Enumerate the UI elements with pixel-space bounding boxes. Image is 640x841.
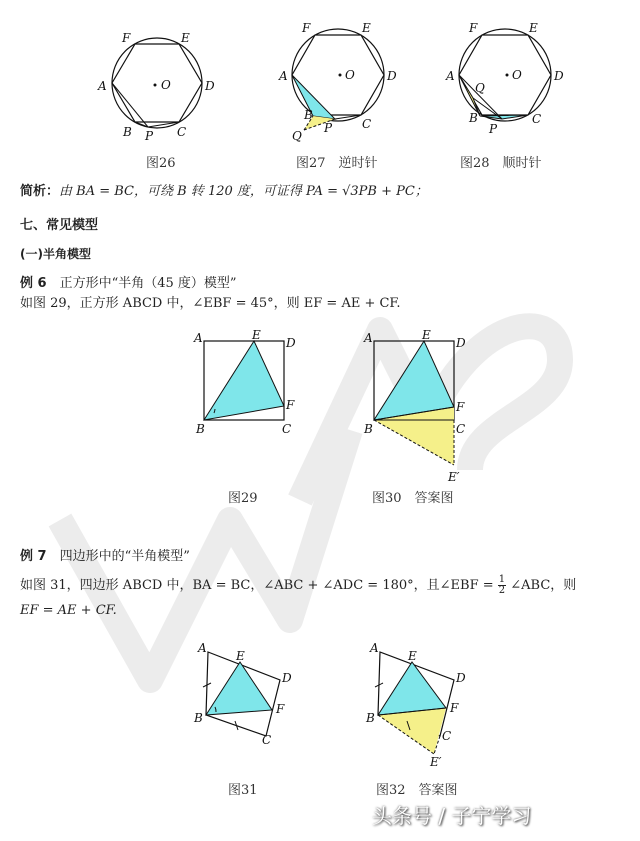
fraction-one-half (498, 575, 506, 596)
label-E-prime: E′ (448, 470, 460, 484)
example7-label: 例 7 (20, 549, 47, 564)
label-D: D (387, 69, 397, 83)
section-title: 七、常见模型 (20, 218, 99, 233)
fig32-caption: 图32 答案图 (376, 783, 458, 798)
label-P: P (324, 121, 333, 135)
fig26-caption: 图26 (146, 156, 176, 171)
label-F: F (302, 21, 311, 35)
figure-29 (190, 325, 300, 440)
figure-28 (445, 20, 575, 145)
figure-27 (278, 20, 408, 145)
label-A: A (98, 79, 107, 93)
label-E: E (362, 21, 371, 35)
figure-30 (360, 325, 475, 485)
footer-source-text: 头条号 / 子宁学习 (372, 804, 532, 828)
label-B: B (366, 711, 375, 725)
label-C: C (262, 733, 272, 747)
example7-body-line2: EF = AE + CF. (20, 603, 117, 618)
fig30-caption: 图30 答案图 (372, 491, 454, 506)
label-A: A (446, 69, 455, 83)
example7-heading (20, 545, 190, 564)
example6-body: 如图 29，正方形 ABCD 中，∠EBF = 45°，则 EF = AE + CF. (20, 296, 401, 311)
fig27-caption: 图27 逆时针 (296, 156, 378, 171)
label-C: C (532, 112, 542, 126)
label-F: F (450, 701, 459, 715)
label-O: O (345, 68, 355, 82)
figure-26 (95, 28, 230, 143)
label-D: D (456, 336, 466, 350)
label-C: C (177, 125, 187, 139)
label-A: A (194, 331, 203, 345)
figure-31 (190, 640, 300, 750)
label-D: D (282, 671, 292, 685)
example7-body (20, 574, 576, 596)
example6-label: 例 6 (20, 276, 47, 291)
label-E: E (181, 31, 190, 45)
label-O: O (512, 68, 522, 82)
frac-den: 2 (498, 585, 506, 596)
label-A: A (279, 69, 288, 83)
label-E: E (408, 649, 417, 663)
label-C: C (456, 422, 466, 436)
label-D: D (205, 79, 215, 93)
label-E: E (529, 21, 538, 35)
label-P: P (145, 129, 154, 143)
label-B: B (194, 711, 203, 725)
label-B: B (196, 422, 205, 436)
label-D: D (286, 336, 296, 350)
label-F: F (286, 398, 295, 412)
label-E: E (252, 328, 261, 342)
label-C: C (282, 422, 292, 436)
label-B: B (469, 111, 478, 125)
example7-title: 四边形中的“半角模型” (59, 549, 190, 564)
figure-32 (362, 640, 472, 770)
label-Q: Q (475, 81, 485, 95)
label-E-prime: E′ (430, 755, 442, 769)
section-subtitle: (一)半角模型 (20, 247, 91, 261)
label-A: A (198, 641, 207, 655)
example7-body-part1: 如图 31，四边形 ABCD 中，BA = BC，∠ABC + ∠ADC = 180°，且∠EBF = (20, 578, 494, 593)
label-A: A (370, 641, 379, 655)
label-F: F (456, 400, 465, 414)
fig29-caption: 图29 (228, 491, 258, 506)
fig28-caption: 图28 顺时针 (460, 156, 542, 171)
label-C: C (362, 117, 372, 131)
label-D: D (554, 69, 564, 83)
label-C: C (442, 729, 452, 743)
frac-num: 1 (498, 574, 506, 585)
label-E: E (422, 328, 431, 342)
label-Q: Q (292, 129, 302, 143)
fig31-caption: 图31 (228, 783, 258, 798)
example7-body-part2: ∠ABC，则 (510, 578, 577, 593)
label-E: E (236, 649, 245, 663)
label-F: F (276, 702, 285, 716)
label-A: A (364, 331, 373, 345)
example6-title: 正方形中“半角（45 度）模型” (59, 276, 237, 291)
label-F: F (122, 31, 131, 45)
label-B: B (123, 125, 132, 139)
label-B: B (364, 422, 373, 436)
label-D: D (456, 671, 466, 685)
analysis-label: 简析： (20, 184, 60, 199)
analysis-text: 由 BA = BC，可绕 B 转 120 度，可证得 PA = √3PB + PC； (59, 184, 428, 199)
label-F: F (469, 21, 478, 35)
analysis-line (20, 180, 428, 199)
label-P: P (489, 122, 498, 136)
label-O: O (161, 78, 171, 92)
example6-heading (20, 272, 237, 291)
label-B: B (304, 108, 313, 122)
